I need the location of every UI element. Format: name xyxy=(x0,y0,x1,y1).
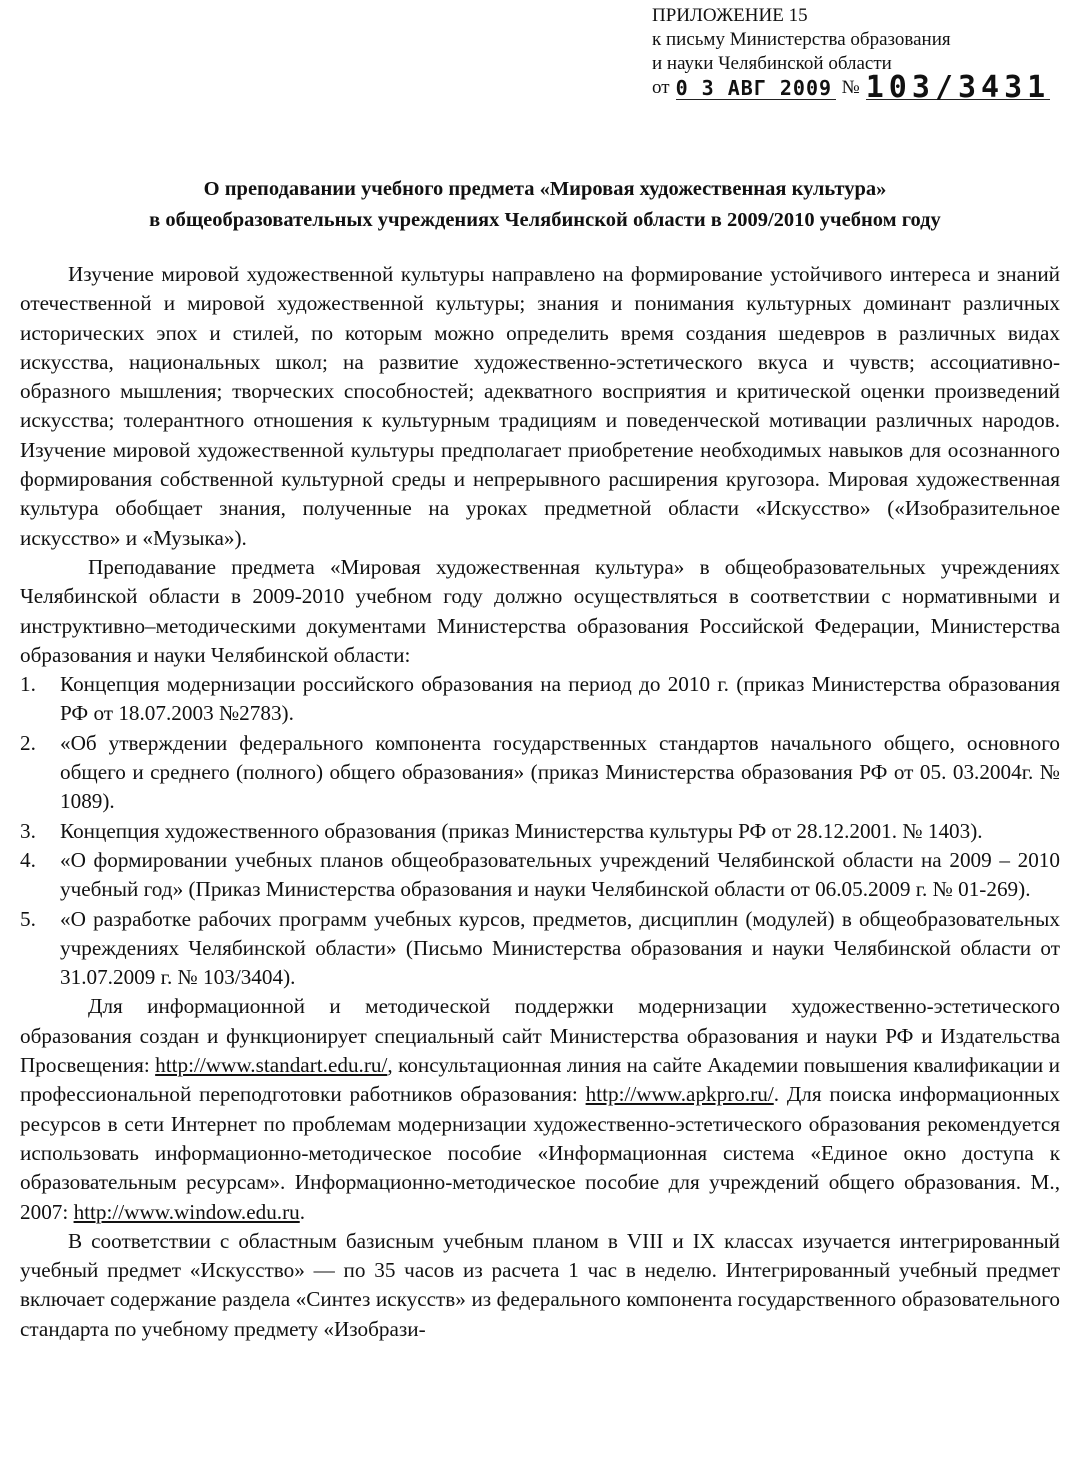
appendix-ministry-line: и науки Челябинской области xyxy=(652,53,892,74)
paragraph-resources: Для информационной и методической поддержки модернизации художественно-эстетического образования создан и функционирует специальный сайт Министерства образования и науки РФ и Издательства Просвещения: http://www.standart.edu.ru/, консультационная линия на сайте Академии повышения квалификации и профессиональной переподготовки работников образования: http://www.apkpro.ru/. Для поиска информационных ресурсов в сети Интернет по проблемам модернизации художественно-эстетического образования рекомендуется использовать информационно-методическое пособие «Информационная система «Единое окно доступа к образовательным ресурсам». Информационно-методическое пособие для учреждений общего образования. М., 2007: http://www.window.edu.ru. xyxy=(20,994,1061,1224)
date-prefix: от xyxy=(652,77,670,98)
link-apkpro[interactable]: http://www.apkpro.ru/ xyxy=(585,1082,774,1107)
link-standart[interactable]: http://www.standart.edu.ru/ xyxy=(155,1053,388,1078)
paragraph-curriculum: В соответствии с областным базисным учебным планом в VIII и IX классах изучается интегрированный учебный предмет «Искусство» — по 35 часов из расчета 1 час в неделю. Интегрированный учебный предмет включает содержание раздела «Синтез искусств» из федерального компонента государственного образовательного стандарта по учебному предмету «Изобрази- xyxy=(20,1228,1060,1341)
paragraph-regulations: Преподавание предмета «Мировая художественная культура» в общеобразовательных учреждениях Челябинской области в 2009-2010 учебном году должно осуществляться в соответствии с нормативными и инструктивно–методическими документами Министерства образования Российской Федерации, Министерства образования и науки Челябинской области: xyxy=(20,554,1060,667)
appendix-date-number-line xyxy=(652,70,1082,105)
list-item: 4. «О формировании учебных планов общеобразовательных учреждений Челябинской области на 2009 – 2010 учебный год» (Приказ Министерства образования и науки Челябинской области от 06.05.2009 г. № 01-269). xyxy=(20,847,1060,902)
list-item: 3. Концепция художественного образования (приказ Министерства культуры РФ от 28.12.2001. № 1403). xyxy=(20,818,983,843)
paragraph-intro: Изучение мировой художественной культуры направлено на формирование устойчивого интереса и знаний отечественной и мировой художественной культуры; знания и понимания культурных доминант различных исторических эпох и стилей, по которым можно определить время создания шедевров в различных видах искусства, национальных школ; на развитие художественно-эстетического вкуса и чувств; ассоциативно-образного мышления; творческих способностей; адекватного восприятия и критической оценки произведений искусства; толерантного отношения к культурным традициям и поведенческой мотивации различных народов. Изучение мировой художественной культуры предполагает приобретение необходимых навыков для осознанного формирования собственной культурной среды и непрерывного расширения кругозора. Мировая художественная культура обобщает знания, полученные на уроках предметной области «Искусство» («Изобразительное искусство» и «Музыка»). xyxy=(20,262,1060,550)
regulations-list xyxy=(20,670,1060,992)
number-stamp: 103/3431 xyxy=(865,70,1051,105)
list-item: 2. «Об утверждении федерального компонента государственных стандартов начального общего, основного общего и среднего (полного) общего образования» (приказ Министерства образования РФ от 05. 03.2004г. № 1089). xyxy=(20,730,1060,814)
appendix-letter-line: к письму Министерства образования xyxy=(652,29,951,50)
link-window[interactable]: http://www.window.edu.ru xyxy=(73,1199,300,1224)
title-line-2: в общеобразовательных учреждениях Челябинской области в 2009/2010 учебном году xyxy=(149,209,941,231)
list-item: 5. «О разработке рабочих программ учебных курсов, предметов, дисциплин (модулей) в общеобразовательных учреждениях Челябинской области» (Письмо Министерства образования и науки Челябинской области от 31.07.2009 г. № 103/3404). xyxy=(20,906,1060,990)
title-line-1: О преподавании учебного предмета «Мировая художественная культура» xyxy=(203,178,887,200)
document-body xyxy=(20,260,1060,1344)
appendix-header xyxy=(652,4,1082,105)
document-title xyxy=(20,174,1070,236)
list-item: 1. Концепция модернизации российского образования на период до 2010 г. (приказ Министерства образования РФ от 18.07.2003 №2783). xyxy=(20,672,1060,726)
appendix-label: ПРИЛОЖЕНИЕ 15 xyxy=(652,5,808,26)
number-prefix: № xyxy=(841,77,860,98)
date-stamp: 0 3 АВГ 2009 xyxy=(676,77,836,100)
